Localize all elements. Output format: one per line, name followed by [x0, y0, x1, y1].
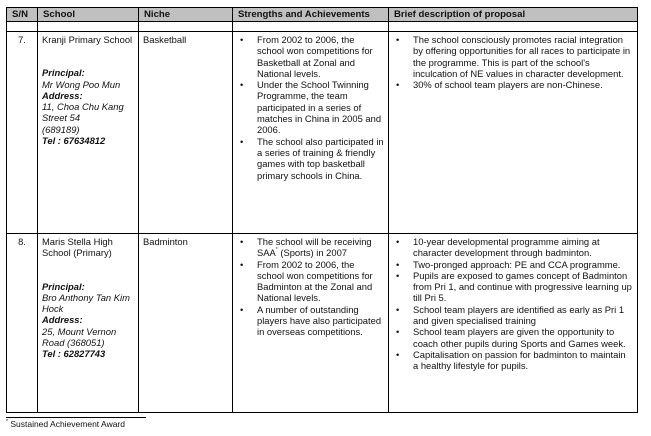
bullet-icon: •: [396, 258, 400, 270]
bullet-icon: •: [396, 269, 400, 281]
bullet-icon: •: [240, 236, 244, 247]
bullet-icon: •: [240, 135, 244, 147]
schools-table: [6, 7, 638, 413]
list-item: [237, 259, 384, 304]
address-line: 11, Choa Chu Kang Street 54: [42, 101, 124, 124]
bullet-icon: •: [240, 258, 244, 270]
list-item: [237, 236, 384, 259]
list-item-text: School team players are given the opportunity to coach other pupils during Sports and Games week.: [413, 326, 626, 349]
footnote-text: Sustained Achievement Award: [10, 419, 125, 429]
bullet-icon: •: [396, 236, 400, 247]
strengths-list: [237, 34, 384, 181]
list-item: [393, 259, 633, 270]
list-item-text: The school consciously promotes racial integration by offering opportunities for all races to participate in the programme. This is part of the school's inculcation of NE values in character development.: [413, 34, 631, 79]
list-item: [237, 136, 384, 181]
address-label: Address:: [42, 314, 83, 326]
blank-cell: [389, 22, 638, 32]
list-item: [393, 236, 633, 259]
bullet-icon: •: [396, 348, 400, 360]
list-item: [393, 349, 633, 372]
bullet-icon: •: [396, 34, 400, 45]
telephone: Tel : 62827743: [42, 348, 106, 360]
strengths-cell: [233, 32, 389, 234]
list-item: [237, 304, 384, 338]
bullet-icon: •: [396, 303, 400, 315]
address-label: Address:: [42, 89, 83, 101]
list-item-text: (Sports) in 2007: [277, 247, 348, 259]
list-item: [237, 79, 384, 135]
footnote-divider: [6, 417, 146, 418]
header-school: School: [38, 8, 139, 22]
proposal-list: [393, 236, 633, 372]
list-item: [393, 34, 633, 79]
strengths-list: [237, 236, 384, 338]
principal-name: Bro Anthony Tan Kim Hock: [42, 291, 130, 315]
principal-label: Principal:: [42, 67, 85, 79]
list-item-text: Capitalisation on passion for badminton to maintain a healthy lifestyle for pupils.: [413, 348, 626, 372]
blank-cell: [7, 22, 38, 32]
list-item-text: School team players are identified as early as Pri 1 and given specialised training: [413, 303, 625, 327]
proposal-cell: [389, 234, 638, 413]
school-name: Maris Stella High School (Primary): [42, 236, 113, 259]
table-row: [7, 234, 638, 413]
bullet-icon: •: [240, 34, 244, 45]
footnote: [6, 419, 125, 429]
list-item-text: The school also participated in a series of training & friendly games with top basketball primary schools in China.: [257, 135, 384, 181]
footnote-marker: *: [6, 419, 8, 425]
header-sn: S/N: [7, 8, 38, 22]
bullet-icon: •: [240, 303, 244, 315]
school-cell: [38, 32, 139, 234]
list-item-text: The school will be receiving SAA: [257, 236, 372, 259]
header-niche: Niche: [139, 8, 233, 22]
niche-cell: Badminton: [139, 234, 233, 413]
header-row: [7, 8, 638, 22]
principal-label: Principal:: [42, 280, 85, 292]
list-item: [393, 326, 633, 349]
strengths-cell: [233, 234, 389, 413]
list-item-text: Under the School Twinning Programme, the team participated in a series of matches in China in 2005 and 2006.: [257, 79, 382, 136]
school-name: Kranji Primary School: [42, 34, 133, 45]
proposal-list: [393, 34, 633, 90]
blank-cell: [139, 22, 233, 32]
address-postal: (689189): [42, 123, 80, 135]
list-item-text: From 2002 to 2006, the school won competitions for Basketball at Zonal and National levels.: [257, 34, 373, 79]
proposal-cell: [389, 32, 638, 234]
blank-row: [7, 22, 638, 32]
list-item: [393, 270, 633, 304]
list-item: [237, 34, 384, 79]
telephone: Tel : 67634812: [42, 135, 106, 147]
blank-cell: [38, 22, 139, 32]
sn-cell: 7.: [7, 32, 38, 234]
niche-cell: Basketball: [139, 32, 233, 234]
sn-cell: 8.: [7, 234, 38, 413]
school-cell: [38, 234, 139, 413]
list-item-text: 30% of school team players are non-Chinese.: [413, 79, 603, 91]
principal-name: Mr Wong Poo Mun: [42, 78, 121, 90]
bullet-icon: •: [396, 79, 400, 91]
address-line: 25, Mount Vernon Road (368051): [42, 325, 117, 349]
list-item-text: 10-year developmental programme aiming at character development through badminton.: [413, 236, 600, 259]
header-proposal: Brief description of proposal: [389, 8, 638, 22]
list-item-text: From 2002 to 2006, the school won competitions for Badminton at the Zonal and National levels.: [257, 258, 373, 304]
table-row: [7, 32, 638, 234]
list-item-text: Two-pronged approach: PE and CCA programme.: [413, 258, 621, 270]
footnote-marker: *: [275, 247, 278, 254]
blank-cell: [233, 22, 389, 32]
list-item-text: Pupils are exposed to games concept of Badminton from Pri 1, and continue with progressive learning up till Pri 5.: [413, 269, 632, 304]
list-item-text: A number of outstanding players have also participated in overseas competitions.: [257, 303, 382, 338]
list-item: [393, 79, 633, 90]
bullet-icon: •: [240, 79, 244, 91]
bullet-icon: •: [396, 326, 400, 338]
list-item: [393, 304, 633, 327]
header-strengths: Strengths and Achievements: [233, 8, 389, 22]
